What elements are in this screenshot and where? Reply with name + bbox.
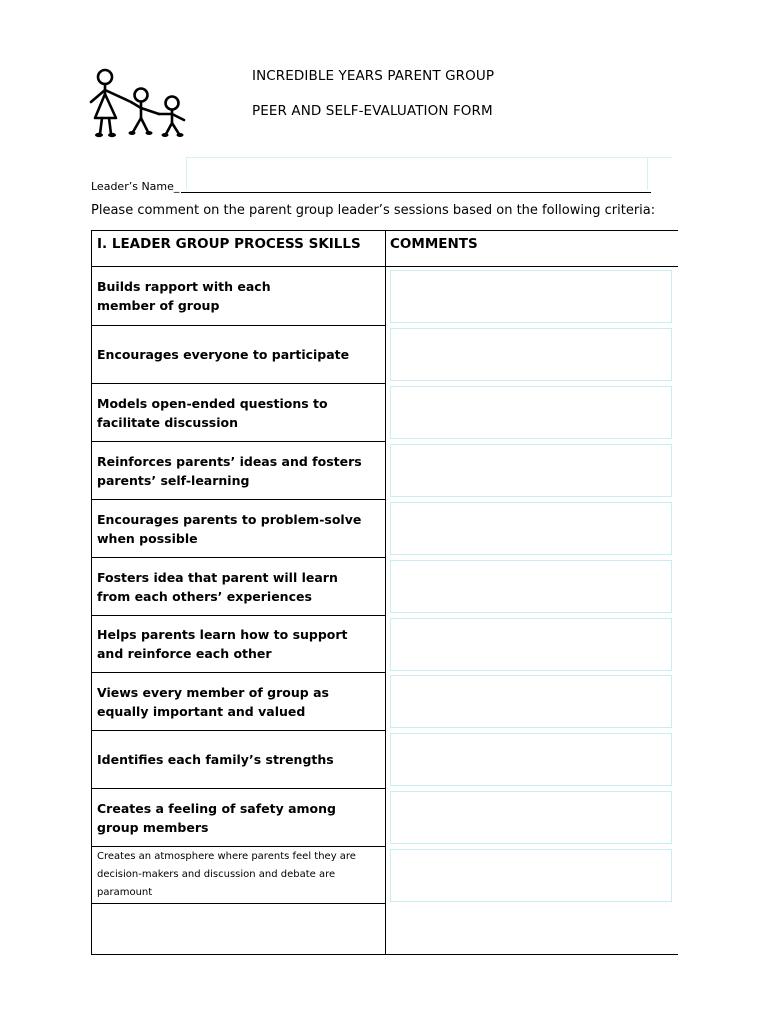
comment-field[interactable] bbox=[390, 502, 672, 555]
comment-field[interactable] bbox=[390, 618, 672, 671]
criterion-label: Builds rapport with each member of group bbox=[97, 279, 271, 313]
criterion-label: Encourages parents to problem-solve when possible bbox=[97, 511, 362, 546]
table-row bbox=[92, 442, 386, 500]
comment-field[interactable] bbox=[390, 849, 672, 902]
criterion-label: Identifies each family’s strengths bbox=[97, 752, 334, 767]
criterion-label: Fosters idea that parent will learn from each others’ experiences bbox=[97, 569, 338, 604]
comment-field[interactable] bbox=[390, 328, 672, 381]
comment-field[interactable] bbox=[390, 444, 672, 497]
table-row bbox=[92, 731, 386, 789]
table-header bbox=[92, 231, 678, 267]
comment-field[interactable] bbox=[390, 675, 672, 728]
table-row bbox=[92, 904, 386, 954]
table-row bbox=[92, 267, 386, 326]
table-row bbox=[92, 326, 386, 384]
leader-name-label: Leader’s Name_ bbox=[91, 180, 180, 193]
instruction-text: Please comment on the parent group leader’s sessions based on the following criteria: bbox=[91, 203, 656, 218]
leader-name-input[interactable] bbox=[181, 181, 651, 193]
table-row bbox=[92, 789, 386, 847]
table-row bbox=[92, 384, 386, 442]
criterion-label: Creates a feeling of safety among group members bbox=[97, 800, 336, 835]
criterion-label: Models open-ended questions to facilitate discussion bbox=[97, 395, 328, 430]
form-subtitle: PEER AND SELF-EVALUATION FORM bbox=[252, 103, 493, 119]
comments-column-header: COMMENTS bbox=[390, 236, 478, 252]
stick-family-icon bbox=[86, 68, 190, 140]
table-row bbox=[92, 500, 386, 558]
comment-field[interactable] bbox=[390, 386, 672, 439]
table-row bbox=[92, 673, 386, 731]
table-row bbox=[92, 558, 386, 616]
criterion-label: Helps parents learn how to support and reinforce each other bbox=[97, 627, 348, 661]
comment-field[interactable] bbox=[390, 733, 672, 786]
table-row bbox=[92, 847, 386, 904]
comment-field[interactable] bbox=[390, 791, 672, 844]
criterion-label: Views every member of group as equally important and valued bbox=[97, 684, 329, 719]
comment-field[interactable] bbox=[390, 560, 672, 613]
form-title: INCREDIBLE YEARS PARENT GROUP bbox=[252, 68, 495, 84]
leader-name-row bbox=[91, 177, 651, 193]
skills-column-header: I. LEADER GROUP PROCESS SKILLS bbox=[97, 236, 361, 252]
criterion-label: Creates an atmosphere where parents feel they are decision-makers and discussion and debate are paramount bbox=[97, 851, 356, 898]
criterion-label: Encourages everyone to participate bbox=[97, 347, 350, 362]
table-row bbox=[92, 616, 386, 673]
comment-field[interactable] bbox=[390, 270, 672, 323]
criterion-label: Reinforces parents’ ideas and fosters parents’ self-learning bbox=[97, 453, 362, 488]
evaluation-table bbox=[91, 230, 678, 955]
